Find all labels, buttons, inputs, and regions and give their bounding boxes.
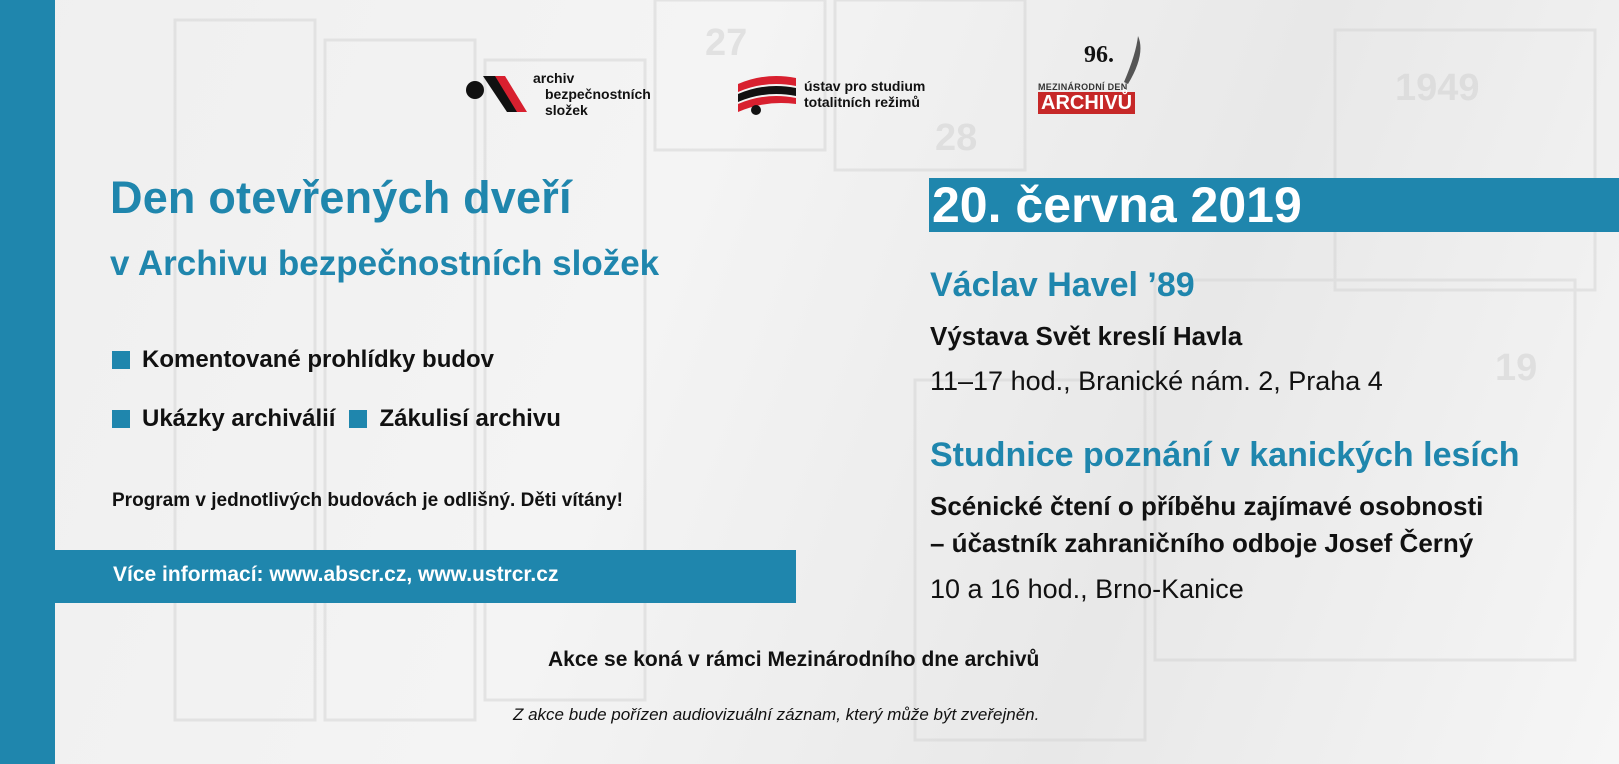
more-info-text: Více informací: www.abscr.cz, www.ustrcr.cz [113,563,559,586]
page-title: Den otevřených dveří [110,172,572,223]
event-date: 20. června 2019 [932,177,1302,233]
abs-logo-line2: bezpečnostních [545,86,651,102]
ustr-logo [736,70,925,118]
feature-item [112,346,494,374]
bullet-square-icon [112,410,130,428]
svg-text:19: 19 [1495,347,1538,389]
abs-logo-line3: složek [545,102,588,118]
svg-text:27: 27 [705,22,748,64]
svg-text:28: 28 [935,117,978,159]
feature-label: Zákulisí archivu [379,405,561,432]
event-info: 11–17 hod., Branické nám. 2, Praha 4 [930,366,1383,396]
bullet-square-icon [349,410,367,428]
event-title: Studnice poznání v kanických lesích [930,436,1520,474]
footer-disclaimer: Z akce bude pořízen audiovizuální záznam, který může být zveřejněn. [513,705,1040,724]
feature-label: Komentované prohlídky budov [142,346,495,373]
mda-logo [1038,34,1150,120]
ustr-logo-line1: ústav pro studium [804,78,926,94]
abs-logo-line1: archiv [533,70,575,86]
ustr-logo-line2: totalitních režimů [804,94,920,110]
event-subtitle: Scénické čtení o příběhu zajímavé osobnosti [930,491,1484,521]
mda-logo-line2: ARCHIVŮ [1038,92,1135,114]
abs-logo-icon [465,70,535,118]
abs-logo [465,70,651,118]
svg-text:1949: 1949 [1395,67,1480,109]
event-title: Václav Havel ’89 [930,266,1195,304]
footer-note: Akce se koná v rámci Mezinárodního dne archivů [548,648,1040,671]
feature-label: Ukázky archiválií [142,405,336,432]
feature-item [112,405,561,433]
mda-logo-line1: MEZINÁRODNÍ DEN [1038,82,1128,92]
mda-logo-number: 96. [1084,42,1114,68]
event-subtitle: – účastník zahraničního odboje Josef Černý [930,528,1474,558]
page-subtitle: v Archivu bezpečnostních složek [110,244,660,283]
bullet-square-icon [112,351,130,369]
event-info: 10 a 16 hod., Brno-Kanice [930,574,1244,604]
event-subtitle: Výstava Svět kreslí Havla [930,321,1243,351]
program-note: Program v jednotlivých budovách je odlišný. Děti vítány! [112,490,624,511]
ustr-logo-icon [736,70,798,118]
left-accent-bar [0,0,55,764]
